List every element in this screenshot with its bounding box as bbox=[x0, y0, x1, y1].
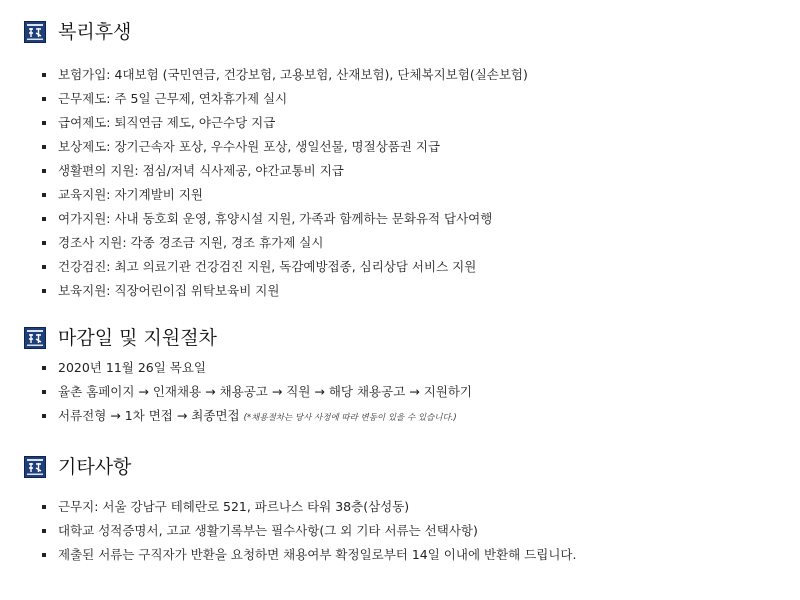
bullet bbox=[42, 241, 46, 245]
bullet bbox=[42, 553, 46, 557]
company-logo-icon bbox=[24, 21, 46, 43]
list-item: 근무지: 서울 강남구 테헤란로 521, 파르나스 타워 38층(삼성동) bbox=[40, 495, 576, 519]
list-item: 교육지원: 자기계발비 지원 bbox=[40, 183, 528, 207]
list-item: 생활편의 지원: 점심/저녁 식사제공, 야간교통비 지급 bbox=[40, 159, 528, 183]
bullet bbox=[42, 145, 46, 149]
list-item: 급여제도: 퇴직연금 제도, 야근수당 지급 bbox=[40, 111, 528, 135]
list-item: 서류전형 → 1차 면접 → 최종면접 (*채용절차는 당사 사정에 따라 변동이 있을 수 있습니다.) bbox=[40, 404, 472, 428]
list-item: 보상제도: 장기근속자 포상, 우수사원 포상, 생일선물, 명절상품권 지급 bbox=[40, 135, 528, 159]
list-item: 2020년 11월 26일 목요일 bbox=[40, 356, 472, 380]
benefits-list bbox=[40, 63, 528, 303]
procedure-note: (*채용절차는 당사 사정에 따라 변동이 있을 수 있습니다.) bbox=[243, 413, 457, 423]
bullet bbox=[42, 366, 46, 370]
section-title: 마감일 및 지원절차 bbox=[58, 327, 217, 349]
bullet bbox=[42, 265, 46, 269]
list-item: 대학교 성적증명서, 고교 생활기록부는 필수사항(그 외 기타 서류는 선택사항) bbox=[40, 519, 576, 543]
bullet bbox=[42, 414, 46, 418]
list-item: 여가지원: 사내 동호회 운영, 휴양시설 지원, 가족과 함께하는 문화유적 답사여행 bbox=[40, 207, 528, 231]
list-item: 제출된 서류는 구직자가 반환을 요청하면 채용여부 확정일로부터 14일 이내에 반환해 드립니다. bbox=[40, 543, 576, 567]
bullet bbox=[42, 121, 46, 125]
deadline-list bbox=[40, 356, 472, 428]
section-misc bbox=[24, 455, 784, 575]
section-header bbox=[24, 20, 784, 44]
bullet bbox=[42, 390, 46, 394]
list-item: 율촌 홈페이지 → 인재채용 → 채용공고 → 직원 → 해당 채용공고 → 지원하기 bbox=[40, 380, 472, 404]
company-logo-icon bbox=[24, 327, 46, 349]
section-header bbox=[24, 326, 784, 350]
section-deadline bbox=[24, 326, 784, 436]
list-item: 근무제도: 주 5일 근무제, 연차휴가제 실시 bbox=[40, 87, 528, 111]
bullet bbox=[42, 529, 46, 533]
bullet bbox=[42, 193, 46, 197]
bullet bbox=[42, 169, 46, 173]
list-item: 보험가입: 4대보험 (국민연금, 건강보험, 고용보험, 산재보험), 단체복지보험(실손보험) bbox=[40, 63, 528, 87]
bullet bbox=[42, 289, 46, 293]
section-header bbox=[24, 455, 784, 479]
bullet bbox=[42, 217, 46, 221]
list-item: 경조사 지원: 각종 경조금 지원, 경조 휴가제 실시 bbox=[40, 231, 528, 255]
section-benefits bbox=[24, 20, 784, 310]
section-title: 기타사항 bbox=[58, 456, 132, 478]
misc-list bbox=[40, 495, 576, 567]
bullet bbox=[42, 73, 46, 77]
list-item: 보육지원: 직장어린이집 위탁보육비 지원 bbox=[40, 279, 528, 303]
list-item: 건강검진: 최고 의료기관 건강검진 지원, 독감예방접종, 심리상담 서비스 지원 bbox=[40, 255, 528, 279]
bullet bbox=[42, 97, 46, 101]
company-logo-icon bbox=[24, 456, 46, 478]
section-title: 복리후생 bbox=[58, 21, 132, 43]
bullet bbox=[42, 505, 46, 509]
